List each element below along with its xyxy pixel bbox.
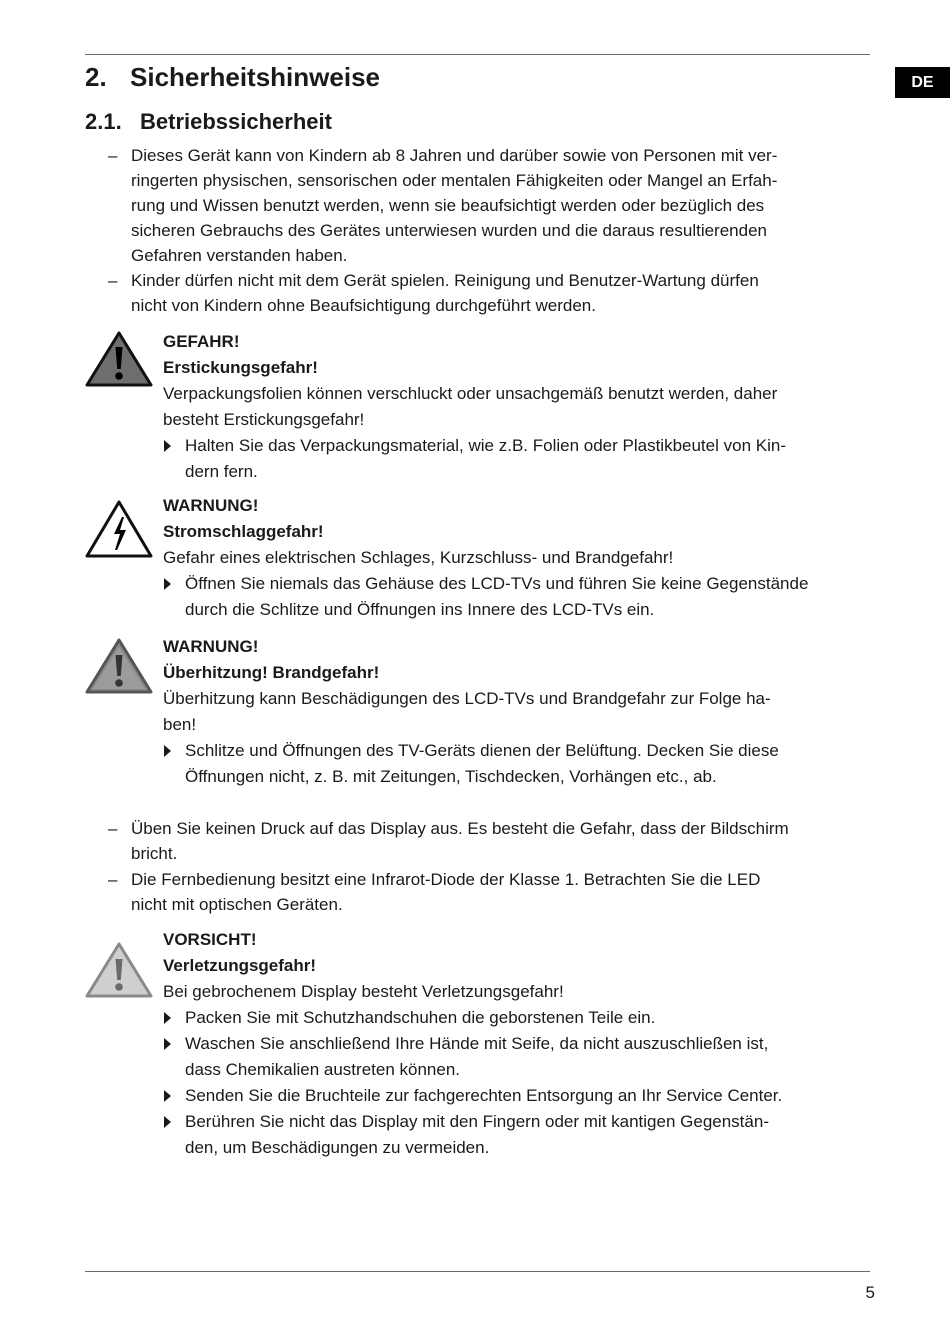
bullet-item: Halten Sie das Verpackungsmaterial, wie z.B. Folien oder Plastikbeutel von Kin- <box>163 433 868 459</box>
lightning-warning-icon <box>84 499 154 559</box>
exclamation-warning-icon <box>84 637 154 695</box>
bullet-item: Schlitze und Öffnungen des TV-Geräts dienen der Belüftung. Decken Sie diese <box>163 738 868 764</box>
signal-word: WARNUNG! <box>163 637 259 656</box>
caution-block: VORSICHT! Verletzungsgefahr! Bei gebrochenem Display besteht Verletzungsgefahr! Packen Sie mit Schutzhandschuhen die geborstenen Teile ein. Waschen Sie anschließend Ihre Hände mit Seife, da nicht auszuschließen ist, dass Chemikalien austreten können. Senden Sie die Bruchteile zur fachgerechten Entsorgung an Ihr Service Center. Berühren Sie nicht das Display mit den Fingern oder mit kantigen Gegenstän- den, um Beschädigungen zu vermeiden. <box>163 927 868 1161</box>
exclamation-caution-icon <box>84 941 154 999</box>
subsection-number: 2.1. <box>85 109 122 134</box>
list-item: Dieses Gerät kann von Kindern ab 8 Jahren und darüber sowie von Personen mit ver- ringerten physischen, sensorischen oder mentalen Fähigkeiten oder Mangel an Erfah- rung und Wissen benutzt werden, wenn sie beaufsichtigt werden oder bezüglich des sicheren Gebrauchs des Gerätes unterwiesen wurden und die daraus resultierenden Gefahren verstanden haben. <box>131 146 778 265</box>
section-number: 2. <box>85 62 107 92</box>
subsection-heading <box>85 109 332 135</box>
signal-word: VORSICHT! <box>163 930 257 949</box>
list-marker: – <box>108 819 118 838</box>
hazard-description: Verpackungsfolien können verschluckt oder unsachgemäß benutzt werden, daher <box>163 384 778 403</box>
hazard-description: Gefahr eines elektrischen Schlages, Kurzschluss- und Brandgefahr! <box>163 548 674 567</box>
warning-block: WARNUNG! Stromschlaggefahr! Gefahr eines elektrischen Schlages, Kurzschluss- und Brandgefahr! Öffnen Sie niemals das Gehäuse des LCD-TVs und führen Sie keine Gegenstände durch die Schlitze und Öffnungen ins Innere des LCD-TVs ein. <box>163 493 868 623</box>
hazard-description: Bei gebrochenem Display besteht Verletzungsgefahr! <box>163 982 564 1001</box>
page-number: 5 <box>865 1283 875 1302</box>
bullet-item: Berühren Sie nicht das Display mit den Fingern oder mit kantigen Gegenstän- <box>163 1109 868 1135</box>
bottom-rule <box>85 1271 870 1272</box>
signal-word: GEFAHR! <box>163 332 240 351</box>
exclamation-warning-icon <box>84 330 154 388</box>
list-marker: – <box>108 271 118 290</box>
list-item: Kinder dürfen nicht mit dem Gerät spielen. Reinigung und Benutzer-Wartung dürfen nicht von Kindern ohne Beaufsichtigung durchgeführt werden. <box>131 271 759 315</box>
bullet-arrow-icon <box>164 745 171 757</box>
list-marker: – <box>108 146 118 165</box>
bullet-item: Waschen Sie anschließend Ihre Hände mit Seife, da nicht auszuschließen ist, <box>163 1031 868 1057</box>
hazard-title: Erstickungsgefahr! <box>163 358 318 377</box>
hazard-description: Überhitzung kann Beschädigungen des LCD-TVs und Brandgefahr zur Folge ha- <box>163 689 771 708</box>
section-title: Sicherheitshinweise <box>130 62 380 92</box>
bullet-item: Senden Sie die Bruchteile zur fachgerechten Entsorgung an Ihr Service Center. <box>163 1083 868 1109</box>
list-item: Üben Sie keinen Druck auf das Display aus. Es besteht die Gefahr, dass der Bildschirm bricht. <box>131 819 789 863</box>
warning-block: GEFAHR! Erstickungsgefahr! Verpackungsfolien können verschluckt oder unsachgemäß benutzt werden, daher besteht Erstickungsgefahr! Halten Sie das Verpackungsmaterial, wie z.B. Folien oder Plastikbeutel von Kin- dern fern. <box>163 329 868 485</box>
hazard-title: Überhitzung! Brandgefahr! <box>163 663 380 682</box>
signal-word: WARNUNG! <box>163 496 259 515</box>
bullet-arrow-icon <box>164 1090 171 1102</box>
top-rule <box>85 54 870 55</box>
bullet-arrow-icon <box>164 1116 171 1128</box>
section-heading <box>85 62 380 92</box>
hazard-title: Stromschlaggefahr! <box>163 522 324 541</box>
bullet-arrow-icon <box>164 1012 171 1024</box>
hazard-title: Verletzungsgefahr! <box>163 956 317 975</box>
warning-block: WARNUNG! Überhitzung! Brandgefahr! Überhitzung kann Beschädigungen des LCD-TVs und Brandgefahr zur Folge ha- ben! Schlitze und Öffnungen des TV-Geräts dienen der Belüftung. Decken Sie diese Öffnungen nicht, z. B. mit Zeitungen, Tischdecken, Vorhängen etc., ab. <box>163 634 868 790</box>
bullet-arrow-icon <box>164 578 171 590</box>
list-marker: – <box>108 870 118 889</box>
bullet-item: Öffnen Sie niemals das Gehäuse des LCD-TVs und führen Sie keine Gegenstände <box>163 571 868 597</box>
bullet-arrow-icon <box>164 1038 171 1050</box>
list-item: Die Fernbedienung besitzt eine Infrarot-Diode der Klasse 1. Betrachten Sie die LED nicht mit optischen Geräten. <box>131 870 761 914</box>
bullet-arrow-icon <box>164 440 171 452</box>
language-tab: DE <box>895 67 950 98</box>
subsection-title: Betriebssicherheit <box>140 109 332 134</box>
bullet-item: Packen Sie mit Schutzhandschuhen die geborstenen Teile ein. <box>163 1005 868 1031</box>
